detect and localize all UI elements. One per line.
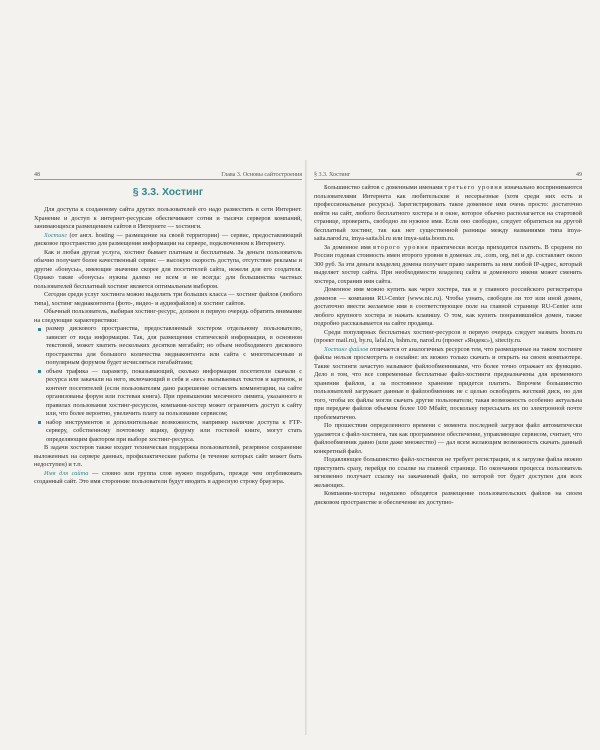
characteristics-list <box>34 325 302 444</box>
chapter-title: Глава 3. Основы сайтостроения <box>221 172 302 178</box>
term-file-hosting: Хостинг файлов <box>324 345 369 353</box>
paragraph: Обычный пользователь, выбирая хостинг-ресурс, должен в первую очередь обратить внимание на следующие характеристики: <box>34 308 302 324</box>
paragraph: Подавляющее большинство файл-хостингов не требует регистрации, и к загрузке файла можно приступить сразу, перейдя по ссылке на главной странице. По окончании процесса пользователь мгновенно получает ссылку на закачанный файл, по которой тот будет доступен для всех желающих. <box>314 456 582 489</box>
left-body-text <box>34 206 302 487</box>
spaced-emphasis: второго уровня <box>373 243 429 251</box>
paragraph: Большинство сайтов с доменными именами третьего уровня изначально воспринимаются пользователями Интернета как любительские и несерьезные (хотя среди них есть и профессиональные ресурсы). Зарегистрировать такое доменное имя очень просто: достаточно войти на сайт, любого бесплатного хостера и в окне, которое обычно располагается на стартовой странице, проверить, свободно ли нужное имя. Если оно свободно, следует обратиться на другой бесплатный хостинг, так как нет существенной разницы между названиями типа imya-saita.narod.ru, imya-saita.bl.ru или imya-saita.boom.ru. <box>314 184 582 242</box>
paragraph: Доменное имя можно купить как через хостера, так и у главного российского регистратора доменов — компании RU-Center (www.nic.ru). Чтобы узнать, свободен ли тот или иной домен, достаточно ввести желаемое имя в соответствующее поле на главной странице RU-Center или любого крупного хостера и нажать клавишу. О том, как купить понравившийся домен, также подробно рассказывается на сайте продавца. <box>314 286 582 327</box>
right-body-text <box>314 184 582 507</box>
paragraph-definition: Хостинг файлов отличается от аналогичных ресурсов тем, что размещенные на таком хостинге файлы нельзя просмотреть в онлайне: их можно только скачать и открыть на своем компьютере. Такие хостинги зачастую называют файлообменниками, что более точно отражает их функцию. Дело в том, что все современные бесплатные файл-хостинги предназначены для временного хранения файлов, а за постоянное хранение придется платить. Впрочем большинство пользователей загружает данные в файлообменник не с целью освободить жесткий диск, но для того, чтобы их файлы могли скачать другие пользователи; такая возможность особенно актуальна при передаче файлов объемом более 100 Мбайт, поскольку пересылать их по электронной почте проблематично. <box>314 345 582 421</box>
page-number: 49 <box>576 172 582 178</box>
spaced-emphasis: третьего уровня <box>444 184 503 191</box>
page-number: 48 <box>34 172 40 178</box>
paragraph: За доменное имя второго уровня практически всегда приходится платить. В среднем по России годовая стоимость имен второго уровня в доменах .ru, .com, org, net и др. составляет около 300 руб. За эти деньги владелец домена получает право закрепить за ним любой IP-адрес, который выделяет хостер сайта. При необходимости владелец сайта и доменного имени может сменить хостера, сохранив имя сайта. <box>314 243 583 285</box>
section-title: § 3.3. Хостинг <box>132 186 204 198</box>
list-item: объем трафика — параметр, показывающий, сколько информации посетители скачали с ресурса или закачали на него, включающий в себя и «вес» вызываемых текстов и картинок, и контент посетителей (если пользователям дано разрешение оставлять комментарии, на сайте организованы форум или гостевая книга). При превышении месячного лимита, указанного в правилах пользования хостинг-ресурсом, компания-хостер может ограничить доступ к сайту или, что более вероятно, увеличить плату за пользование сервисом; <box>46 367 302 417</box>
paragraph: По прошествии определенного времени с момента последней загрузки файл автоматически удаляется с файл-хостинга, так как программное обеспечение, управляющее сервисом, считает, что файлообменник давно (или даже множество) — дал всем желающим возможность скачать данный конкретный файл. <box>314 422 582 455</box>
term-site-name: Имя для сайта <box>44 469 89 477</box>
paragraph: Сегодня среди услуг хостинга можно выделить три больших класса — хостинг файлов (любого типа), хостинг медиаконтента (фото-, видео- и аудиофайлов) и хостинг сайтов. <box>34 291 302 307</box>
paragraph: В задачи хостеров также входит техническая поддержка пользователей, резервное сохранение выложенных на сервере данных, профилактические работы (в течение которых сайт может быть недоступен) и т.п. <box>34 444 302 468</box>
paragraph: Для доступа к созданному сайта других пользователей его надо разместить в сети Интернет. Хранение и доступ к интернет-ресурсам обеспечивают сотни и тысячи серверов компаний, занимающихся размещением сайтов в Интернете — хостинги. <box>34 206 302 230</box>
section-running-title: § 3.3. Хостинг <box>314 172 351 178</box>
left-running-head <box>34 170 302 180</box>
list-item: набор инструментов и дополнительные возможности, например наличие доступа к FTP-серверу, собственному почтовому ящику, форуму или гостевой книге, могут стать определяющим фактором при выборе хостинг-ресурса. <box>46 418 302 443</box>
list-item: размер дискового пространства, предоставляемый хостером отдельному пользователю, зависит от вида информации. Так, для размещения статической информации, в основном текстовой, может хватить нескольких десятков мегабайт; но объем необходимого дискового пространства для большого количества медиаконтента или сайта с многотысячным и популярным форумом будет исчисляться гигабайтами; <box>46 325 302 366</box>
paragraph: Как и любая другая услуга, хостинг бывает платным и бесплатным. За деньги пользователь обычно получает более качественный сервис — высокую скорость доступа, отсутствие рекламы и другие «бонусы», имеющие значение скорее для посетителей сайта, нежели для его создателя. Однако такие «бонусы» нужны далеко не всем и не всегда: для большинства частных пользователей бесплатный хостинг является оптимальным выбором. <box>34 248 302 290</box>
right-page <box>314 170 582 725</box>
paragraph-definition: Хостинг (от англ. hosting — размещение на своей территории) — сервис, предоставляющий дисковое пространство для размещения информации на сервере, подключенном к Интернету. <box>34 231 302 247</box>
left-page <box>34 170 302 725</box>
paragraph: Среди популярных бесплатных хостинг-ресурсов в первую очередь следует назвать boom.ru (проект mail.ru), by.ru, lafal.ru, bshm.ru, narod.ru (проект «Яндекс»), sitecity.ru. <box>314 328 582 344</box>
right-running-head <box>314 170 582 180</box>
term-hosting: Хостинг <box>44 231 67 239</box>
book-spine <box>305 160 307 735</box>
paragraph: Компании-хостеры недешево обходятся размещение пользовательских файлов на своем дисковом пространстве и обеспечение их доступно- <box>314 490 582 506</box>
paragraph-definition: Имя для сайта — словно или группа слов нужно подобрать, прежде чем опубликовать созданный сайт. Это имя сторонние пользователи будут вводить в адресную строку браузера. <box>34 469 302 485</box>
